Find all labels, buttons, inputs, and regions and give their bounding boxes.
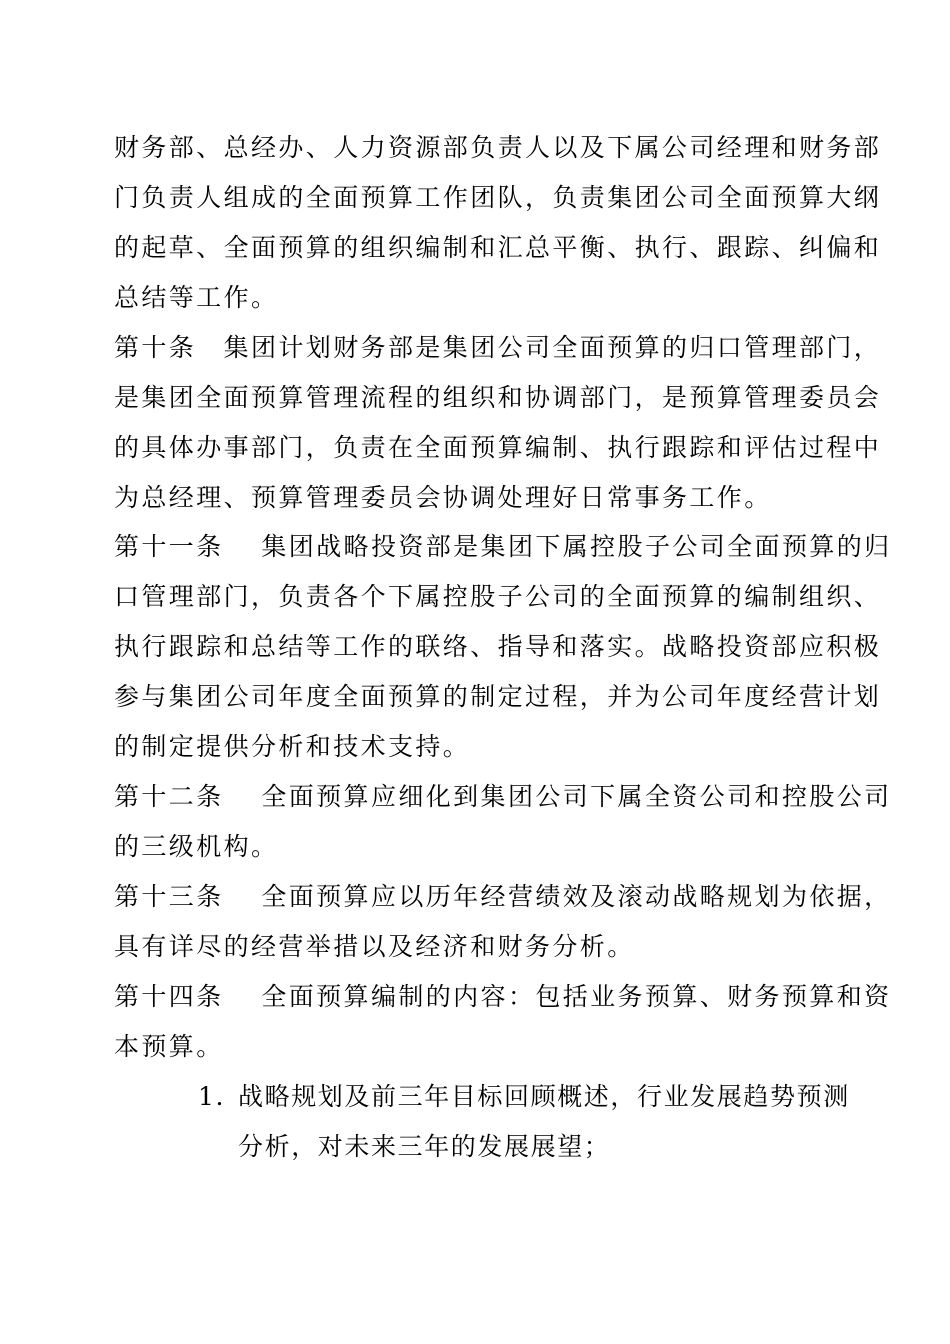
- text-line: 是集团全面预算管理流程的组织和协调部门，是预算管理委员会: [114, 383, 882, 412]
- text-line: 第十四条 全面预算编制的内容：包括业务预算、财务预算和资: [114, 982, 892, 1011]
- text-line: 第十条 集团计划财务部是集团公司全面预算的归口管理部门，: [114, 333, 882, 362]
- text-line: 参与集团公司年度全面预算的制定过程，并为公司年度经营计划: [114, 682, 882, 711]
- text-line: 口管理部门，负责各个下属控股子公司的全面预算的编制组织、: [114, 582, 882, 611]
- text-line: 的起草、全面预算的组织编制和汇总平衡、执行、跟踪、纠偏和: [114, 233, 882, 262]
- article-10: [114, 323, 882, 523]
- text-line: 第十三条 全面预算应以历年经营绩效及滚动战略规划为依据，: [114, 882, 892, 911]
- list-item: [198, 1072, 848, 1172]
- text-line: 第十一条 集团战略投资部是集团下属控股子公司全面预算的归: [114, 532, 892, 561]
- text-line: 的制定提供分析和技术支持。: [114, 732, 471, 761]
- text-line: 为总经理、预算管理委员会协调处理好日常事务工作。: [114, 483, 772, 512]
- article-11: [114, 522, 892, 772]
- text-line: 总结等工作。: [114, 283, 279, 312]
- article-13: [114, 872, 892, 972]
- text-line: 的具体办事部门，负责在全面预算编制、执行跟踪和评估过程中: [114, 433, 882, 462]
- article-12: [114, 772, 892, 872]
- text-line: 门负责人组成的全面预算工作团队，负责集团公司全面预算大纲: [114, 183, 882, 212]
- text-line: 财务部、总经办、人力资源部负责人以及下属公司经理和财务部: [114, 133, 882, 162]
- list-item-text: 战略规划及前三年目标回顾概述，行业发展趋势预测: [238, 1082, 850, 1111]
- text-line: 执行跟踪和总结等工作的联络、指导和落实。战略投资部应积极: [114, 632, 882, 661]
- text-line: 的三级机构。: [114, 832, 279, 861]
- list-item-number: 1.: [198, 1082, 226, 1111]
- text-line: 具有详尽的经营举措以及经济和财务分析。: [114, 932, 635, 961]
- text-line: 本预算。: [114, 1032, 224, 1061]
- paragraph-team-composition: [114, 123, 882, 323]
- article-14: [114, 972, 892, 1072]
- text-line: 第十二条 全面预算应细化到集团公司下属全资公司和控股公司: [114, 782, 892, 811]
- list-item-text-continued: 分析，对未来三年的发展展望；: [238, 1132, 611, 1161]
